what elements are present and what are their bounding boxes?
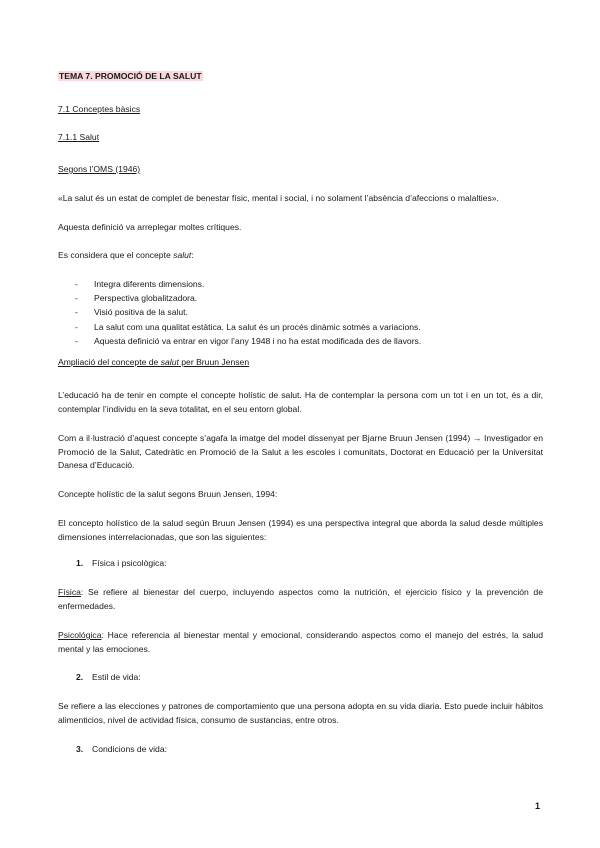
holistic-heading: Concepte holístic de la salut segons Bruun Jensen, 1994: — [58, 489, 278, 499]
list-item — [58, 334, 543, 348]
bullet-marker: - — [75, 307, 78, 318]
document-title-line — [58, 70, 543, 84]
list-item-text: Visió positiva de la salut. — [94, 307, 188, 318]
education-paragraph: L’educació ha de tenir en compte el concepte holístic de salut. Ha de contemplar la persona com un tot i en un tot, és a dir, contemplar l’individu en la seva totalitat, en el seu entorn global. — [58, 390, 543, 414]
section-heading: 7.1 Conceptes bàsics — [58, 104, 141, 114]
numbered-item-2 — [76, 671, 141, 685]
item-label: Física i psicològica: — [92, 558, 167, 568]
list-item-text: Integra diferents dimensions. — [94, 279, 205, 289]
list-item-text: Aquesta definició va entrar en vigor l’any 1948 i no ha estat modificada des de llavors. — [94, 335, 422, 346]
numbered-item-1 — [76, 557, 167, 571]
jensen-heading-italic: salut — [160, 357, 179, 367]
document-title: TEMA 7. PROMOCIÓ DE LA SALUT — [59, 71, 202, 81]
psicologica-text: : Hace referencia al bienestar mental y emocional, considerando aspectos como el manejo del estrés, la salud mental y las emociones. — [58, 630, 543, 654]
bullet-marker: - — [75, 335, 78, 346]
item-label: Estil de vida: — [92, 672, 141, 682]
list-item — [58, 320, 543, 334]
salut-intro-italic: salut — [173, 250, 192, 260]
item-number: 1. — [76, 558, 84, 568]
fisica-term: Física — [58, 587, 81, 597]
oms-heading: Segons l’OMS (1946) — [58, 164, 141, 174]
estil-paragraph: Se refiere a las elecciones y patrones de comportamiento que una persona adopta en su vida diaria. Esto puede incluir hábitos alimenticios, nivel de actividad física, consumo de sustancias, entre otros. — [58, 701, 543, 725]
list-item-text: La salut com una qualitat estàtica. La salut és un procés dinàmic sotmès a variacions. — [94, 321, 421, 332]
illustration-paragraph: Com a il·lustració d’aquest concepte s’agafa la imatge del model dissenyat per Bjarne Bruun Jensen (1994) → Investigador en Promoció de la Salut, Catedràtic en Promoció de la Salut a les escoles i comunitats, Doctorat en Educació per la Universitat Danesa d’Educació. — [58, 433, 543, 471]
numbered-item-3 — [76, 743, 167, 757]
subsection-heading: 7.1.1 Salut — [58, 132, 100, 142]
psicologica-paragraph — [58, 629, 543, 656]
oms-quote: «La salut és un estat de complet de benestar físic, mental i social, i no solament l’absència d’afeccions o malalties». — [58, 193, 499, 203]
bullet-marker: - — [75, 293, 78, 304]
salut-intro — [58, 249, 543, 263]
salut-bullet-list — [58, 277, 543, 348]
jensen-heading-post: per Bruun Jensen — [178, 357, 250, 367]
bullet-marker: - — [75, 279, 78, 289]
bullet-marker: - — [75, 321, 78, 332]
salut-intro-prefix: Es considera que el concepte — [58, 250, 174, 260]
list-item — [58, 277, 543, 291]
holistic-paragraph: El concepto holístico de la salud según Bruun Jensen (1994) es una perspectiva integral que aborda la salud desde múltiples dimensiones interrelacionadas, que son las siguientes: — [58, 518, 543, 542]
list-item — [58, 291, 543, 305]
list-item-text: Perspectiva globalitzadora. — [94, 293, 198, 304]
list-item — [58, 305, 543, 319]
jensen-heading-pre: Ampliació del concepte de — [58, 357, 161, 367]
psicologica-term: Psicológica — [58, 630, 102, 640]
page-number: 1 — [534, 801, 540, 811]
jensen-heading — [58, 356, 543, 370]
fisica-text: : Se refiere al bienestar del cuerpo, incluyendo aspectos como la nutrición, el ejercicio físico y la prevención de enfermedades. — [58, 587, 543, 611]
fisica-paragraph — [58, 586, 543, 613]
item-number: 3. — [76, 744, 84, 754]
item-number: 2. — [76, 672, 84, 682]
criticism-text: Aquesta definició va arreplegar moltes crítiques. — [58, 222, 242, 232]
salut-intro-suffix: : — [191, 250, 194, 260]
item-label: Condicions de vida: — [92, 744, 168, 754]
